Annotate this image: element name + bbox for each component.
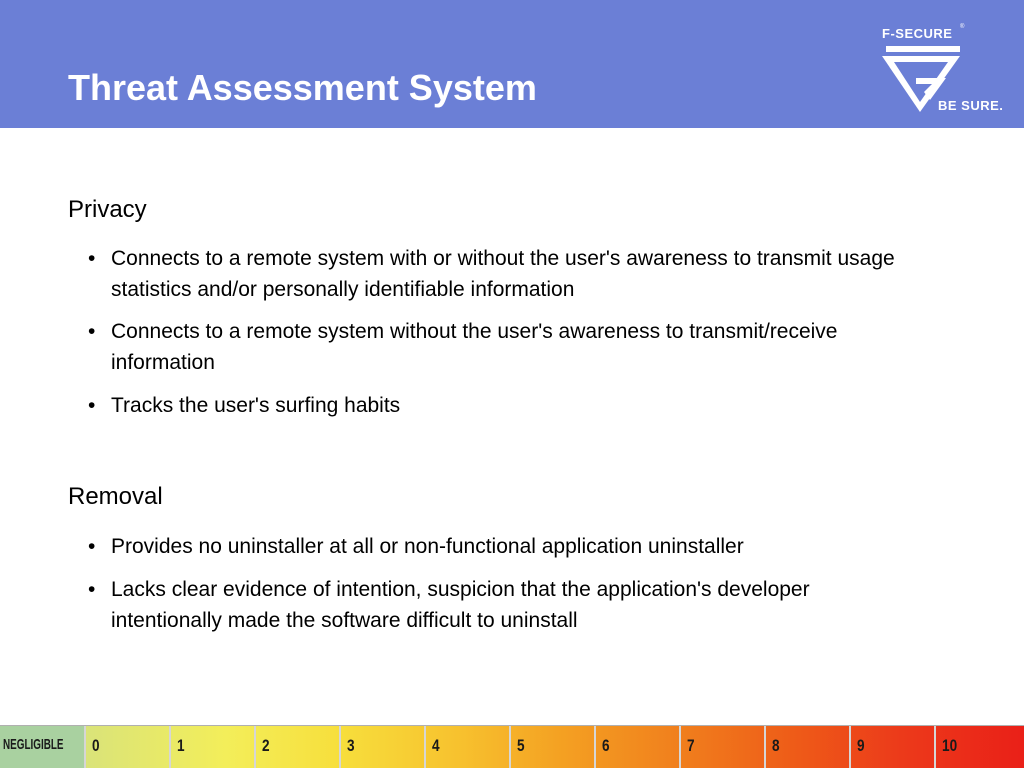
bullet-item: [88, 390, 908, 421]
scale-label: 7: [687, 736, 695, 755]
logo-registered-mark: ®: [960, 24, 965, 30]
bullet-text: Connects to a remote system without the user's awareness to transmit/receive information: [111, 320, 838, 374]
scale-label: 10: [942, 736, 958, 755]
scale-cell: [256, 726, 341, 768]
scale-label: 3: [347, 736, 355, 755]
section-heading-removal: Removal: [68, 483, 163, 510]
scale-label: 9: [857, 736, 865, 755]
bullet-text: Connects to a remote system with or without the user's awareness to transmit usage statistics and/or personally identifiable information: [111, 247, 895, 301]
scale-label: 2: [262, 736, 270, 755]
scale-cell: [936, 726, 1024, 768]
bullet-marker: •: [88, 247, 96, 270]
scale-cell: [171, 726, 256, 768]
bullet-text: Lacks clear evidence of intention, suspicion that the application's developer intentionally made the software difficult to uninstall: [111, 578, 810, 632]
scale-cell-negligible: [0, 726, 86, 768]
logo-tagline: BE SURE.: [938, 98, 1004, 113]
scale-cell: [86, 726, 171, 768]
bullet-item: [88, 531, 908, 562]
scale-label: 6: [602, 736, 610, 755]
scale-label: 0: [92, 736, 100, 755]
logo-wordmark: F-SECURE: [882, 26, 953, 41]
scale-cell: [511, 726, 596, 768]
scale-label: 1: [177, 736, 185, 755]
scale-cell: [681, 726, 766, 768]
section-heading-privacy: Privacy: [68, 196, 147, 223]
bullet-marker: •: [88, 535, 96, 558]
scale-cell: [766, 726, 851, 768]
bullet-marker: •: [88, 320, 96, 343]
bullet-text: Provides no uninstaller at all or non-functional application uninstaller: [111, 535, 744, 558]
bullet-item: [88, 316, 908, 378]
scale-cell: [426, 726, 511, 768]
bullet-marker: •: [88, 394, 96, 417]
scale-cell: [596, 726, 681, 768]
scale-label: 8: [772, 736, 780, 755]
page-title: Threat Assessment System: [68, 67, 537, 108]
scale-cell: [341, 726, 426, 768]
bullet-item: [88, 243, 908, 305]
scale-label: 5: [517, 736, 525, 755]
scale-cell: [851, 726, 936, 768]
bullet-text: Tracks the user's surfing habits: [111, 394, 401, 417]
threat-scale-bar: [0, 725, 1024, 768]
bullet-marker: •: [88, 578, 96, 601]
bullet-item: [88, 574, 908, 636]
scale-label-negligible: NEGLIGIBLE: [3, 736, 64, 753]
scale-label: 4: [432, 736, 440, 755]
